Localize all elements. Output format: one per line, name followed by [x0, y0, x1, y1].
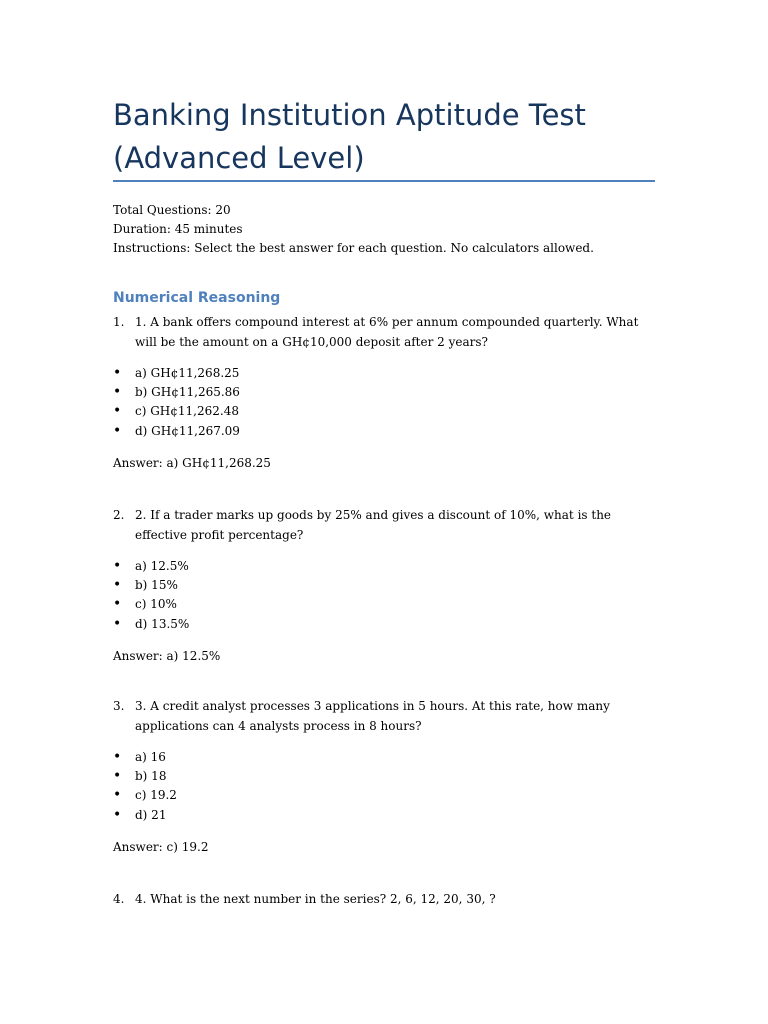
option-text: a) GH¢11,268.25: [135, 366, 240, 380]
title-divider: [113, 180, 655, 182]
bullet-icon: •: [113, 403, 122, 420]
bullet-icon: •: [113, 577, 122, 594]
question-text: 4. What is the next number in the series? 2, 6, 12, 20, 30, ?: [135, 892, 496, 906]
question-text: 3. A credit analyst processes 3 applications in 5 hours. At this rate, how many applications can 4 analysts process in 8 hours?: [135, 699, 610, 733]
option-item: [113, 615, 658, 634]
total-questions: Total Questions: 20: [113, 203, 231, 217]
bullet-icon: •: [113, 384, 122, 401]
question-number: 4.: [113, 892, 125, 906]
option-item: [113, 576, 658, 595]
option-item: [113, 402, 658, 421]
section-heading: Numerical Reasoning: [113, 290, 281, 306]
question-number: 2.: [113, 508, 125, 522]
question-text: 1. A bank offers compound interest at 6% per annum compounded quarterly. What will be the amount on a GH¢10,000 deposit after 2 years?: [135, 315, 639, 349]
question-number: 3.: [113, 699, 125, 713]
option-text: c) 19.2: [135, 788, 177, 803]
bullet-icon: •: [113, 558, 122, 574]
option-text: a) 16: [135, 750, 166, 764]
option-item: [113, 557, 658, 576]
option-list: [113, 557, 658, 634]
bullet-icon: •: [113, 749, 122, 765]
option-item: [113, 786, 658, 805]
option-item: [113, 364, 658, 383]
option-list: [113, 748, 658, 825]
bullet-icon: •: [113, 365, 122, 381]
bullet-icon: •: [113, 422, 122, 439]
bullet-icon: •: [113, 596, 122, 613]
duration: Duration: 45 minutes: [113, 222, 243, 236]
option-item: [113, 806, 658, 825]
option-text: c) GH¢11,262.48: [135, 404, 239, 419]
instructions: Instructions: Select the best answer for each question. No calculators allowed.: [113, 241, 594, 255]
bullet-icon: •: [113, 615, 122, 632]
document-title: Banking Institution Aptitude Test (Advanced Level): [113, 98, 586, 175]
option-text: b) 18: [135, 769, 167, 784]
option-item: [113, 383, 658, 402]
question-1: [113, 313, 658, 473]
answer-line: Answer: a) GH¢11,268.25: [113, 455, 271, 470]
question-2: [113, 506, 658, 666]
option-text: b) GH¢11,265.86: [135, 385, 240, 400]
option-item: [113, 767, 658, 786]
option-text: d) GH¢11,267.09: [135, 423, 240, 438]
option-list: [113, 364, 658, 441]
option-text: d) 13.5%: [135, 616, 190, 631]
bullet-icon: •: [113, 806, 122, 823]
option-text: d) 21: [135, 807, 167, 822]
question-3: [113, 697, 658, 857]
option-text: b) 15%: [135, 578, 178, 593]
question-4: [113, 890, 658, 910]
question-number: 1.: [113, 315, 125, 329]
option-text: c) 10%: [135, 597, 177, 612]
option-item: [113, 595, 658, 614]
test-meta: [113, 201, 594, 258]
answer-line: Answer: a) 12.5%: [113, 648, 221, 663]
option-item: [113, 748, 658, 767]
bullet-icon: •: [113, 787, 122, 804]
answer-line: Answer: c) 19.2: [113, 839, 209, 854]
question-text: 2. If a trader marks up goods by 25% and gives a discount of 10%, what is the effective profit percentage?: [135, 508, 612, 542]
option-item: [113, 422, 658, 441]
option-text: a) 12.5%: [135, 559, 189, 573]
bullet-icon: •: [113, 768, 122, 785]
